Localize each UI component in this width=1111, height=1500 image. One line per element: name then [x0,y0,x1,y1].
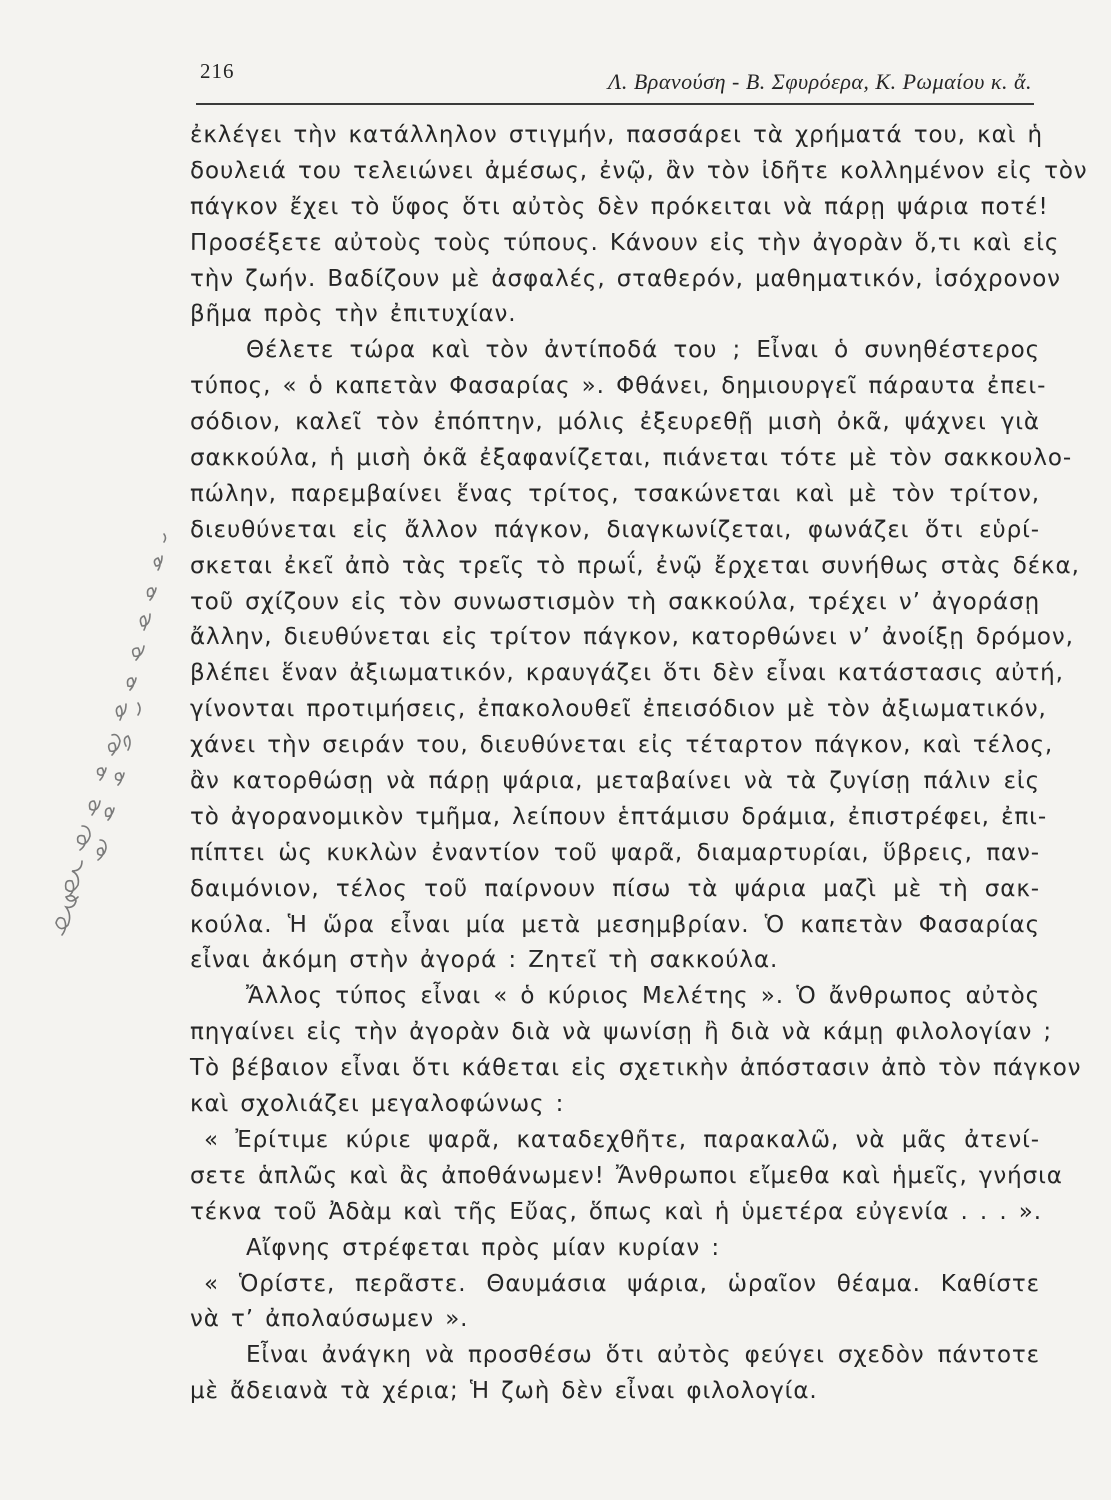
text-line: δουλειά του τελειώνει ἀμέσως, ἐνῷ, ἂν τὸν ἰδῆτε κολλημένον εἰς τὸν [190,157,1088,184]
page-header [196,55,1034,105]
text-line: Ἄλλος τύπος εἶναι « ὁ κύριος Μελέτης ». Ὁ ἄνθρωπος αὐτὸς [246,983,1040,1010]
text-line: βλέπει ἕναν ἀξιωματικόν, κραυγάζει ὅτι δὲν εἶναι κατάστασις αὐτή, [190,660,1064,687]
text-line: τέκνα τοῦ Ἀδὰμ καὶ τῆς Εὔας, ὅπως καὶ ἡ ὑμετέρα εὐγενία . . . ». [190,1198,1042,1225]
text-line: Αἴφνης στρέφεται πρὸς μίαν κυρίαν : [246,1234,720,1261]
text-line: τοῦ σχίζουν εἰς τὸν συνωστισμὸν τὴ σακκούλα, τρέχει ν’ ἀγοράσῃ [190,588,1041,615]
text-line: σόδιον, καλεῖ τὸν ἐπόπτην, μόλις ἐξευρεθῇ μισὴ ὀκᾶ, ψάχνει γιὰ [190,409,1040,436]
text-line: τύπος, « ὁ καπετὰν Φασαρίας ». Φθάνει, δημιουργεῖ πάραυτα ἐπει- [190,373,1047,400]
text-line: ἄλλην, διευθύνεται εἰς τρίτον πάγκον, κατορθώνει ν’ ἀνοίξῃ δρόμον, [190,624,1074,651]
text-line: χάνει τὴν σειράν του, διευθύνεται εἰς τέταρτον πάγκον, καὶ τέλος, [190,732,1054,759]
text-line: κούλα. Ἡ ὥρα εἶναι μία μετὰ μεσημβρίαν. Ὁ καπετὰν Φασαρίας [190,911,1040,938]
text-line: πάγκον ἔχει τὸ ὕφος ὅτι αὐτὸς δὲν πρόκειται νὰ πάρῃ ψάρια ποτέ! [190,193,1049,220]
handwritten-margin-note [40,530,180,950]
text-line: νὰ τ’ ἀπολαύσωμεν ». [190,1306,469,1333]
text-line: καὶ σχολιάζει μεγαλοφώνως : [190,1091,565,1118]
text-line: διευθύνεται εἰς ἄλλον πάγκον, διαγκωνίζεται, φωνάζει ὅτι εὑρί- [190,516,1040,543]
running-head: Λ. Βρανούση - Β. Σφυρόερα, Κ. Ρωμαίου κ. ἄ. [608,69,1032,94]
text-line: « Ὁρίστε, περᾶστε. Θαυμάσια ψάρια, ὡραῖον θέαμα. Καθίστε [204,1270,1040,1297]
text-line: Προσέξετε αὐτοὺς τοὺς τύπους. Κάνουν εἰς τὴν ἀγορὰν ὅ,τι καὶ εἰς [190,229,1060,256]
text-line: τὴν ζωήν. Βαδίζουν μὲ ἀσφαλές, σταθερόν, μαθηματικόν, ἰσόχρονον [190,265,1061,292]
text-line: πίπτει ὡς κυκλὼν ἐναντίον τοῦ ψαρᾶ, διαμαρτυρίαι, ὕβρεις, παν- [190,839,1040,866]
text-line: σκεται ἐκεῖ ἀπὸ τὰς τρεῖς τὸ πρωΐ, ἐνῷ ἔρχεται συνήθως στὰς δέκα, [190,552,1080,579]
text-line: μὲ ἄδειανὰ τὰ χέρια; Ἡ ζωὴ δὲν εἶναι φιλολογία. [190,1378,818,1405]
text-line: εἶναι ἀκόμη στὴν ἀγορά : Ζητεῖ τὴ σακκούλα. [190,947,779,974]
text-line: ἂν κατορθώσῃ νὰ πάρῃ ψάρια, μεταβαίνει νὰ τὰ ζυγίσῃ πάλιν εἰς [190,768,1040,795]
text-line: Θέλετε τώρα καὶ τὸν ἀντίποδά του ; Εἶναι ὁ συνηθέστερος [246,337,1040,364]
text-line: ἐκλέγει τὴν κατάλληλον στιγμήν, πασσάρει τὰ χρήματά του, καὶ ἡ [190,122,1043,148]
text-line: Τὸ βέβαιον εἶναι ὅτι κάθεται εἰς σχετικὴν ἀπόστασιν ἀπὸ τὸν πάγκον [190,1055,1082,1082]
text-line: γίνονται προτιμήσεις, ἐπακολουθεῖ ἐπεισόδιον μὲ τὸν ἀξιωματικόν, [190,696,1047,723]
text-line: Εἶναι ἀνάγκη νὰ προσθέσω ὅτι αὐτὸς φεύγει σχεδὸν πάντοτε [246,1342,1040,1369]
handwritten-note-image [40,530,180,950]
page-number: 216 [200,59,235,83]
text-line: δαιμόνιον, τέλος τοῦ παίρνουν πίσω τὰ ψάρια μαζὶ μὲ τὴ σακ- [190,875,1040,902]
text-line: σακκούλα, ἡ μισὴ ὀκᾶ ἐξαφανίζεται, πιάνεται τότε μὲ τὸν σακκουλο- [190,445,1073,472]
text-line: « Ἐρίτιμε κύριε ψαρᾶ, καταδεχθῆτε, παρακαλῶ, νὰ μᾶς ἀτενί- [204,1126,1040,1153]
body-text [190,118,1088,1410]
text-line: πηγαίνει εἰς τὴν ἀγορὰν διὰ νὰ ψωνίσῃ ἢ διὰ νὰ κάμῃ φιλολογίαν ; [190,1019,1053,1046]
text-line: τὸ ἀγορανομικὸν τμῆμα, λείπουν ἑπτάμισυ δράμια, ἐπιστρέφει, ἐπι- [190,803,1048,830]
text-line: βῆμα πρὸς τὴν ἐπιτυχίαν. [190,301,517,328]
text-line: σετε ἁπλῶς καὶ ἂς ἀποθάνωμεν! Ἄνθρωποι εἴμεθα καὶ ἡμεῖς, γνήσια [190,1162,1063,1189]
text-line: πώλην, παρεμβαίνει ἕνας τρίτος, τσακώνεται καὶ μὲ τὸν τρίτον, [190,480,1040,507]
